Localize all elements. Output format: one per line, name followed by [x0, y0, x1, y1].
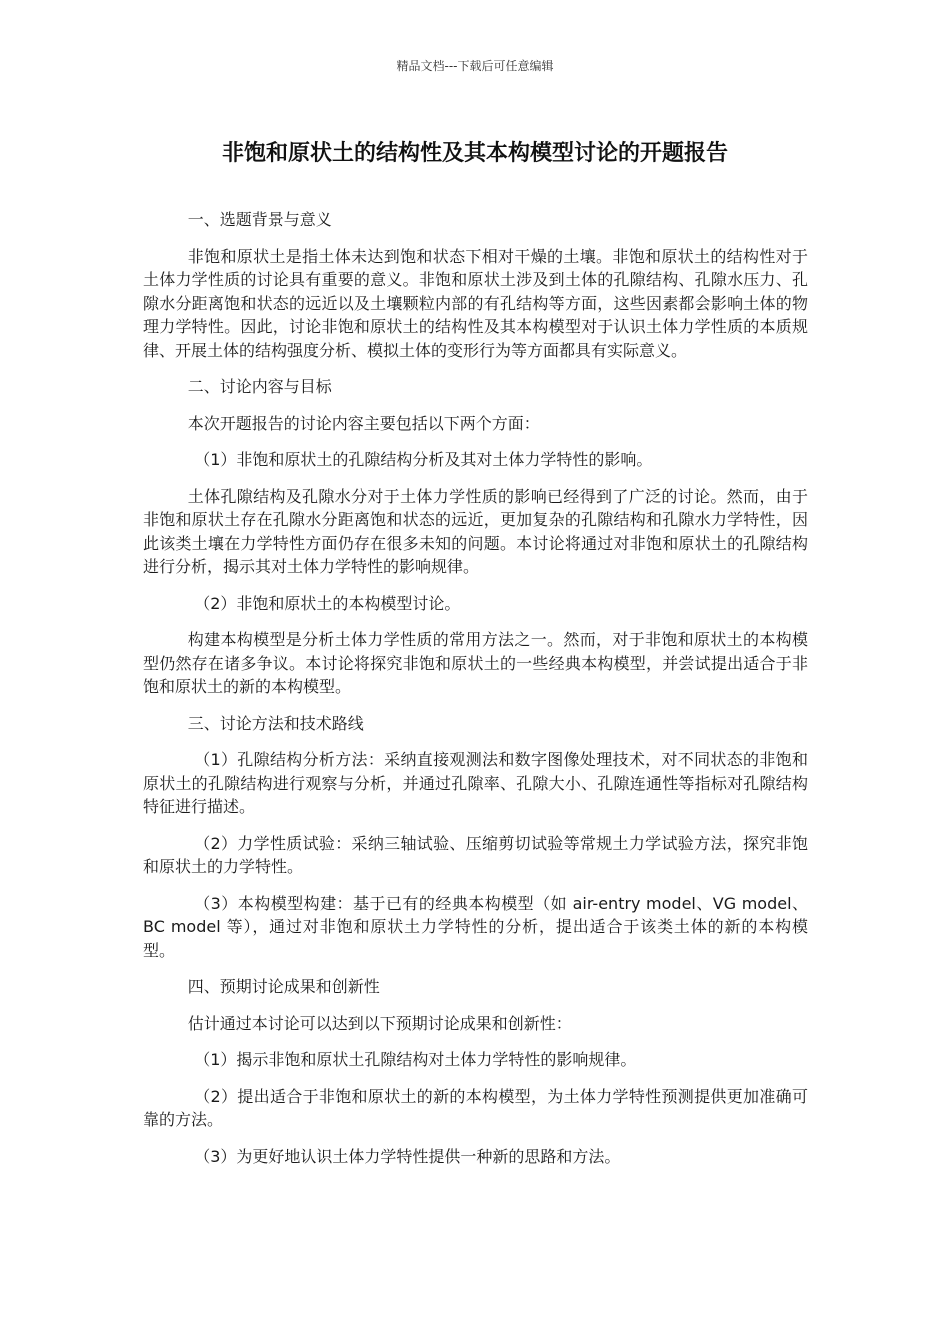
section-heading-background: 一、选题背景与意义	[187, 210, 332, 229]
method-item-pore-analysis: （1）孔隙结构分析方法：采纳直接观测法和数字图像处理技术，对不同状态的非饱和原状土的孔隙结构进行观察与分析，并通过孔隙率、孔隙大小、孔隙连通性等指标对孔隙结构特征进行描述。	[143, 750, 808, 816]
paragraph-pore-structure: 土体孔隙结构及孔隙水分对于土体力学性质的影响已经得到了广泛的讨论。然而，由于非饱和原状土存在孔隙水分距离饱和状态的远近，更加复杂的孔隙结构和孔隙水力学特性，因此该类土壤在力学特性方面仍存在很多未知的问题。本讨论将通过对非饱和原状土的孔隙结构进行分析，揭示其对土体力学特性的影响规律。	[143, 486, 808, 576]
paragraph-background: 非饱和原状土是指土体未达到饱和状态下相对干燥的土壤。非饱和原状土的结构性对于土体力学性质的讨论具有重要的意义。非饱和原状土涉及到土体的孔隙结构、孔隙水压力、孔隙水分距离饱和状态的远近以及土壤颗粒内部的有孔结构等方面，这些因素都会影响土体的物理力学特性。因此，讨论非饱和原状土的结构性及其本构模型对于认识土体力学性质的本质规律、开展土体的结构强度分析、模拟土体的变形行为等方面都具有实际意义。	[143, 246, 808, 360]
result-item-2: （2）提出适合于非饱和原状土的新的本构模型，为土体力学特性预测提供更加准确可靠的方法。	[143, 1086, 808, 1129]
section-heading-expected-results: 四、预期讨论成果和创新性	[187, 977, 380, 996]
paragraph-expected-intro: 估计通过本讨论可以达到以下预期讨论成果和创新性：	[187, 1013, 572, 1033]
list-item-constitutive-model: （2）非饱和原状土的本构模型讨论。	[194, 593, 461, 613]
method-item-model-construction: （3）本构模型构建：基于已有的经典本构模型（如 air-entry model、VG model、BC model 等），通过对非饱和原状土力学特性的分析，提出适合于该类土体的新的本构模型。	[143, 893, 808, 960]
method-item-mechanical-tests: （2）力学性质试验：采纳三轴试验、压缩剪切试验等常规土力学试验方法，探究非饱和原状土的力学特性。	[143, 833, 808, 876]
section-heading-content-goals: 二、讨论内容与目标	[187, 377, 332, 396]
document-title: 非饱和原状土的结构性及其本构模型讨论的开题报告	[221, 141, 728, 166]
page-header: 精品文档---下载后可任意编辑	[396, 59, 554, 73]
list-item-pore-structure: （1）非饱和原状土的孔隙结构分析及其对土体力学特性的影响。	[194, 450, 653, 469]
paragraph-constitutive-model: 构建本构模型是分析土体力学性质的常用方法之一。然而，对于非饱和原状土的本构模型仍然存在诸多争议。本讨论将探究非饱和原状土的一些经典本构模型，并尝试提出适合于非饱和原状土的新的本构模型。	[143, 630, 808, 696]
section-heading-methods: 三、讨论方法和技术路线	[187, 713, 364, 733]
paragraph-content-intro: 本次开题报告的讨论内容主要包括以下两个方面：	[187, 413, 540, 433]
result-item-1: （1）揭示非饱和原状土孔隙结构对土体力学特性的影响规律。	[194, 1050, 637, 1069]
document-body	[143, 208, 808, 1181]
result-item-3: （3）为更好地认识土体力学特性提供一种新的思路和方法。	[194, 1146, 621, 1166]
